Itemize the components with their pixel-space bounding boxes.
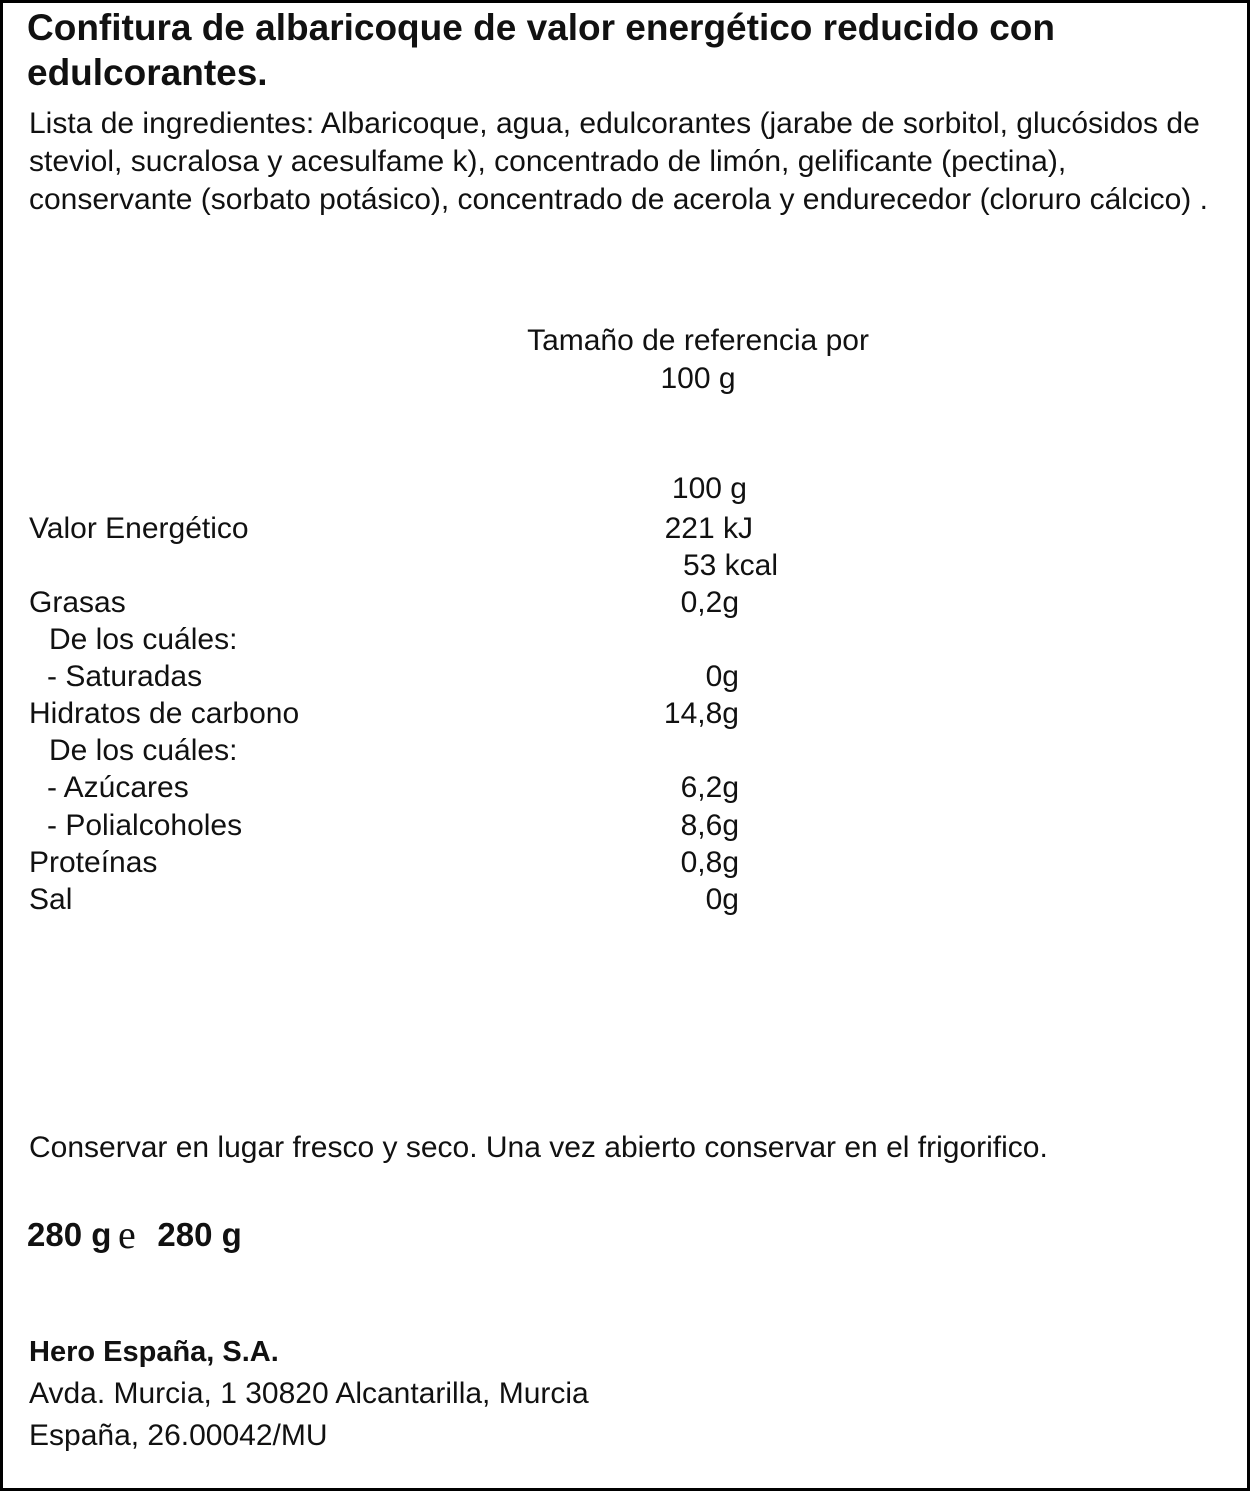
nutrient-value: 0g	[705, 660, 739, 693]
storage-instructions: Conservar en lugar fresco y seco. Una vez abierto conservar en el frigorifico.	[29, 1131, 1048, 1164]
company-address: Avda. Murcia, 1 30820 Alcantarilla, Murcia	[29, 1377, 589, 1410]
company-registry: España, 26.00042/MU	[29, 1419, 328, 1452]
drained-weight-value: 280 g	[157, 1216, 242, 1253]
nutrient-value: 0,2g	[680, 586, 739, 619]
estimated-sign-icon	[117, 1218, 151, 1252]
company-name: Hero España, S.A.	[29, 1336, 279, 1368]
energy-kcal: 53 kcal	[682, 549, 778, 582]
nutrient-value: 8,6g	[680, 809, 739, 842]
nutrient-label: Proteínas	[29, 846, 158, 879]
nutrient-value: 14,8g	[663, 697, 739, 730]
energy-label: Valor Energético	[29, 512, 249, 545]
net-weight	[27, 1213, 242, 1257]
nutrient-label: Hidratos de carbono	[29, 697, 300, 730]
reference-size	[483, 322, 913, 398]
nutrient-label: Sal	[29, 883, 73, 916]
nutrient-sublabel: De los cuáles:	[49, 623, 238, 656]
nutrient-label: - Azúcares	[47, 771, 189, 804]
nutrition-column-header: 100 g	[671, 472, 747, 505]
ingredients-list: Lista de ingredientes: Albaricoque, agua, edulcorantes (jarabe de sorbitol, glucósidos de steviol, sucralosa y acesulfame k), concentrado de limón, gelificante (pectina), conservante (sorbato potásico), concentrado de acerola y endurecedor (cloruro cálcico) .	[29, 107, 1208, 216]
nutrient-value: 0g	[705, 883, 739, 916]
reference-line-1: Tamaño de referencia por	[527, 324, 869, 357]
nutrient-sublabel: De los cuáles:	[49, 734, 238, 767]
reference-line-2: 100 g	[660, 362, 736, 395]
nutrient-value: 6,2g	[680, 771, 739, 804]
product-title: Confitura de albaricoque de valor energético reducido con edulcorantes.	[27, 7, 1055, 93]
energy-kj: 221 kJ	[664, 512, 753, 545]
nutrient-label: - Polialcoholes	[47, 809, 243, 842]
estimated-sign-glyph: e	[118, 1218, 137, 1252]
net-weight-value: 280 g	[27, 1216, 112, 1253]
nutrient-value: 0,8g	[680, 846, 739, 879]
nutrient-label: Grasas	[29, 586, 126, 619]
nutrient-label: - Saturadas	[47, 660, 203, 693]
